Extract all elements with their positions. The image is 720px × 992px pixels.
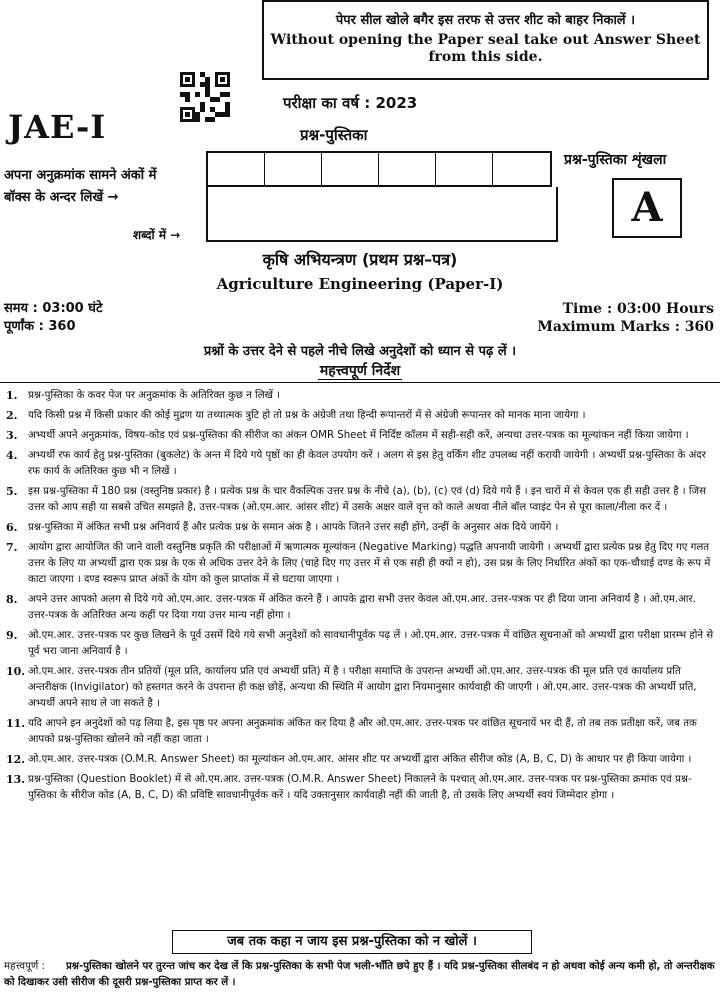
paper-code: JAE-I [8,108,107,146]
instruction-text: इस प्रश्न-पुस्तिका में 180 प्रश्न (वस्तुनिष्ठ प्रकार) है । प्रत्येक प्रश्न के चार वैकल्पिक उत्तर प्रश्न के नीचे (a), (b), (c) एवं (d) दिये गये हैं । इन चारों में से केवल एक ही सही उत्तर है । जिस उत्तर को आप सही या सबसे उचित समझते है, उत्तर-पत्रक (ओ.एम.आर. आंसर शीट) में उसके अक्षर वाले वृत्त को काले अथवा नीले बॉल प्वाइंट पेन से पूरा काला/नीला कर दें । [28,486,706,513]
instruction-number: 6. [6,521,18,534]
instruction-number: 5. [6,485,18,498]
subject-hindi: कृषि अभियन्त्रण (प्रथम प्रश्न–पत्र) [262,250,458,269]
divider [0,382,720,383]
instruction-item [6,592,714,624]
instruction-text: प्रश्न-पुस्तिका (Question Booklet) में से ओ.एम.आर. उत्तर-पत्रक (O.M.R. Answer Sheet) निकालने के पश्चात् ओ.एम.आर. उत्तर-पत्रक पर प्रश्न-पुस्तिका क्रमांक एवं प्रश्न-पुस्तिका के सीरीज कोड (A, B, C, D) की प्रविष्टि सावधानीपूर्वक करें । यदि उक्तानुसार कार्यवाही नहीं की जाती है, तो उसके लिए अभ्यर्थी स्वयं जिम्मेदार होगा । [28,774,692,801]
instructions-list [6,388,714,808]
seal-notice-english-2: from this side. [428,49,543,65]
roll-number-words-box[interactable] [206,187,558,242]
footer-note-text: प्रश्न-पुस्तिका खोलने पर तुरन्त जांच कर देख लें कि प्रश्न-पुस्तिका के सभी पेज भली-भाँति छपे हुए हैं । यदि प्रश्न-पुस्तिका सीलबंद न हो अथवा कोई अन्य कमी हो, तो अन्तरीक्षक को दिखाकर उसी सीरीज की दूसरी प्रश्न-पुस्तिका प्राप्त कर लें । [4,961,715,988]
do-not-open-notice: जब तक कहा न जाय इस प्रश्न-पुस्तिका को न खोलें । [172,930,532,954]
time-hindi: समय : 03:00 घंटे [4,301,103,316]
instruction-item [6,772,714,804]
roll-number-instruction [4,165,156,209]
seal-notice-hindi: पेपर सील खोले बगैर इस तरफ से उत्तर शीट को बाहर निकालें । [335,13,636,28]
instruction-item [6,448,714,480]
words-label: शब्दों में [133,228,166,242]
important-footer-note [4,959,716,991]
marks-hindi: पूर्णांक : 360 [4,319,76,334]
instruction-number: 8. [6,593,18,606]
instruction-item [6,484,714,516]
important-instructions-heading: महत्त्वपूर्ण निर्देश [319,363,401,379]
time-marks-hindi [4,300,103,336]
instruction-item [6,716,714,748]
instruction-item [6,428,714,444]
instruction-text: यदि आपने इन अनुदेशों को पढ़ लिया है, इस पृष्ठ पर अपना अनुक्रमांक अंकित कर दिया है और ओ.एम.आर. उत्तर-पत्रक पर वांछित सूचनायें भर दी हैं, तो तब तक प्रतीक्षा करें, जब तक आपको प्रश्न-पुस्तिका खोलने को नहीं कहा जाता । [28,718,697,745]
instruction-item [6,628,714,660]
roll-digit-box[interactable] [493,153,550,185]
instruction-item [6,664,714,712]
instruction-text: ओ.एम.आर. उत्तर-पत्रक पर कुछ लिखने के पूर्व उसमें दिये गये सभी अनुदेशों को सावधानीपूर्वक पढ़ लें । ओ.एम.आर. उत्तर-पत्रक में वांछित सूचनाओं को अभ्यर्थी द्वारा परीक्षा प्रारम्भ होने से पूर्व भरा जाना अनिवार्य है । [28,630,714,657]
roll-digit-box[interactable] [322,153,379,185]
instruction-item [6,540,714,588]
instruction-text: अपने उत्तर आपको अलग से दिये गये ओ.एम.आर. उत्तर-पत्रक में अंकित करने हैं । आपके द्वारा सभी उत्तर केवल ओ.एम.आर. उत्तर-पत्रक पर ही दिया जाना अनिवार्य है । ओ.एम.आर. उत्तर-पत्रक के अतिरिक्त अन्य कहीं पर दिया गया उत्तर मान्य नहीं होगा । [28,594,696,621]
instruction-number: 11. [6,717,26,730]
footer-note-label: महत्त्वपूर्ण : [4,961,45,972]
instruction-number: 9. [6,629,18,642]
roll-digit-box[interactable] [265,153,322,185]
roll-digit-box[interactable] [379,153,436,185]
instruction-text: आयोग द्वारा आयोजित की जाने वाली वस्तुनिष्ठ प्रकृति की परीक्षाओं में ऋणात्मक मूल्यांकन (Negative Marking) पद्धति अपनायी जायेगी । अभ्यर्थी द्वारा प्रत्येक प्रश्न हेतु दिए गए गलत उत्तर के लिए या अभ्यर्थी द्वारा एक प्रश्न के एक से अधिक उत्तर देने के लिए (चाहे दिए गए उत्तर में से एक सही ही क्यों न हो), उस प्रश्न के लिए निर्धारित अंकों का एक-चौथाई दण्ड के रूप में काटा जाएगा । दण्ड स्वरूप प्राप्त अंकों के योग को कुल प्राप्तांक में से घटाया जाएगा । [28,542,711,585]
instruction-item [6,752,714,768]
instruction-text: प्रश्न-पुस्तिका में अंकित सभी प्रश्न अनिवार्य हैं और प्रत्येक प्रश्न के समान अंक है । आपके जितने उत्तर सही होंगे, उन्हीं के अनुसार अंक दिये जायेंगे । [28,522,559,533]
instruction-number: 10. [6,665,26,678]
time-english: Time : 03:00 Hours [562,301,714,317]
instruction-number: 1. [6,389,18,402]
instruction-number: 13. [6,773,26,786]
instruction-item [6,520,714,536]
seal-notice-box [262,0,709,80]
marks-english: Maximum Marks : 360 [537,319,714,335]
roll-instruction-line2: बॉक्स के अन्दर लिखें [4,190,104,205]
instruction-number: 12. [6,753,26,766]
arrow-right-icon: → [107,190,119,205]
roll-digit-box[interactable] [208,153,265,185]
series-value-box: A [612,178,682,238]
roll-digit-box[interactable] [436,153,493,185]
seal-notice-english-1: Without opening the Paper seal take out Answer Sheet [270,32,701,48]
instruction-item [6,408,714,424]
arrow-right-icon: → [170,228,181,242]
booklet-title: प्रश्न-पुस्तिका [300,126,368,144]
instruction-number: 7. [6,541,18,554]
instruction-text: प्रश्न-पुस्तिका के कवर पेज पर अनुक्रमांक के अतिरिक्त कुछ न लिखें । [28,390,281,401]
instruction-text: यदि किसी प्रश्न में किसी प्रकार की कोई मुद्रण या तथ्यात्मक त्रुटि हो तो प्रश्न के अंग्रेजी तथा हिन्दी रूपान्तरों में से अंग्रेजी रूपान्तर को मानक माना जायेगा । [28,410,586,421]
instruction-number: 4. [6,449,18,462]
time-marks-english [537,300,714,336]
roll-number-digit-boxes[interactable] [206,151,552,187]
instruction-number: 2. [6,409,18,422]
instruction-number: 3. [6,429,18,442]
series-label: प्रश्न-पुस्तिका शृंखला [564,152,667,168]
qr-code-icon [180,72,230,122]
exam-year: परीक्षा का वर्ष : 2023 [283,94,418,112]
roll-instruction-line1: अपना अनुक्रमांक सामने अंकों में [4,168,157,183]
instruction-item [6,388,714,404]
instruction-text: ओ.एम.आर. उत्तर-पत्रक तीन प्रतियों (मूल प्रति, कार्यालय प्रति एवं अभ्यर्थी प्रति) में है । परीक्षा समाप्ति के उपरान्त अभ्यर्थी ओ.एम.आर. उत्तर-पत्रक की मूल प्रति एवं कार्यालय प्रति अन्तरीक्षक (Invigilator) को हस्तगत करने के उपरान्त ही कक्ष छोड़ें, अन्यथा की स्थिति में आयोग द्वारा नियमानुसार कार्यवाही की जाएगी । ओ.एम.आर. उत्तर-पत्रक की अभ्यर्थी प्रति, अभ्यर्थी अपने साथ ले जा सकते है । [28,666,697,709]
instructions-heading: प्रश्नों के उत्तर देने से पहले नीचे लिखे अनुदेशों को ध्यान से पढ़ लें । [203,344,517,359]
subject-english: Agriculture Engineering (Paper-I) [216,275,504,293]
instruction-text: अभ्यर्थी रफ कार्य हेतु प्रश्न-पुस्तिका (बुकलेट) के अन्त में दिये गये पृष्ठों का ही केवल उपयोग करें । अलग से इस हेतु वर्किंग शीट उपलब्ध नहीं करायी जायेगी । अभ्यर्थी प्रश्न-पुस्तिका के अंदर रफ कार्य के अतिरिक्त कुछ भी न लिखें । [28,450,706,477]
instruction-text: अभ्यर्थी अपने अनुक्रमांक, विषय-कोड एवं प्रश्न-पुस्तिका की सीरीज का अंकन OMR Sheet में निर्दिष्ट कॉलम में सही-सही करें, अन्यथा उत्तर-पत्रक का मूल्यांकन नहीं किया जायेगा । [28,430,689,441]
instruction-text: ओ.एम.आर. उत्तर-पत्रक (O.M.R. Answer Sheet) का मूल्यांकन ओ.एम.आर. आंसर शीट पर अभ्यर्थी द्वारा अंकित सीरीज कोड (A, B, C, D) के आधार पर ही किया जायेगा । [28,754,692,765]
